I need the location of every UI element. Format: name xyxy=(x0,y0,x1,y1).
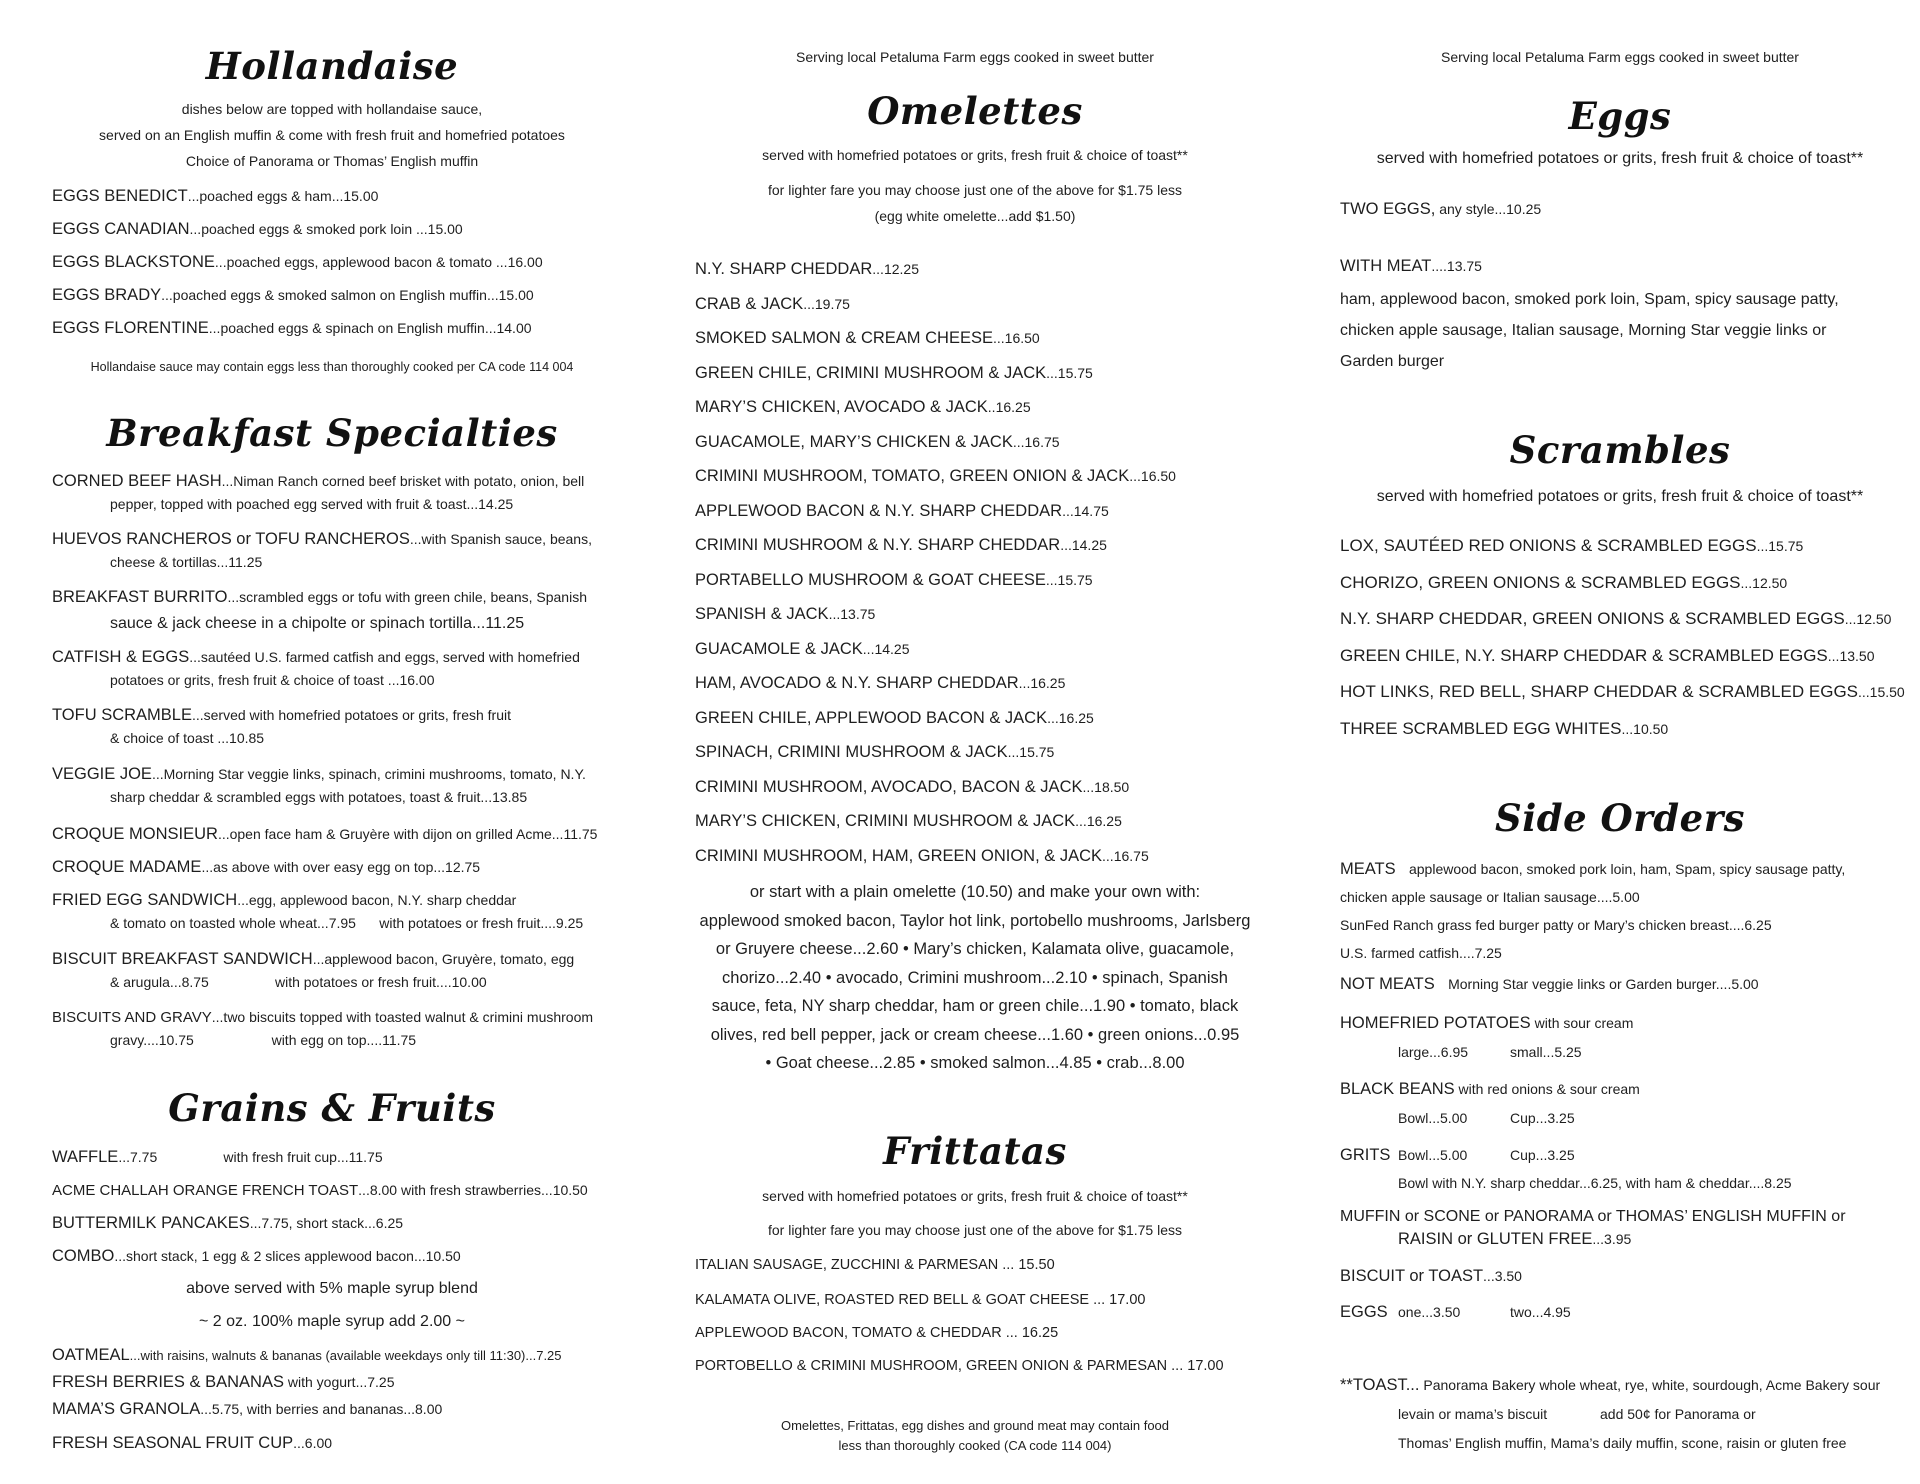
item-desc: ...short stack, 1 egg & 2 slices applewood bacon...10.50 xyxy=(114,1248,461,1264)
item-desc: ...16.75 xyxy=(1102,847,1149,864)
menu-item xyxy=(52,1432,332,1455)
item-desc: ...12.50 xyxy=(1844,611,1892,627)
menu-item xyxy=(52,1146,383,1169)
item-name: MAMA’S GRANOLA xyxy=(52,1400,201,1418)
item-name: EGGS xyxy=(1340,1303,1388,1321)
scrambles-note: served with homefried potatoes or grits, fresh fruit & choice of toast** xyxy=(1376,488,1864,505)
item-desc: ...applewood bacon, Gruyère, tomato, egg xyxy=(312,951,575,967)
frittata-item: KALAMATA OLIVE, ROASTED RED BELL & GOAT CHEESE ... 17.00 xyxy=(695,1292,1146,1308)
menu-item xyxy=(1340,198,1541,221)
item-desc: ...egg, applewood bacon, N.Y. sharp cheddar xyxy=(237,892,517,908)
scramble-item xyxy=(1340,645,1874,668)
item-desc: ...served with homefried potatoes or grits, fresh fruit xyxy=(191,707,511,723)
menu-item xyxy=(52,185,378,208)
omelette-item xyxy=(695,810,1122,833)
menu-item xyxy=(52,948,574,993)
omelette-item xyxy=(695,258,919,281)
menu-item xyxy=(52,470,584,515)
side-catfish: U.S. farmed catfish....7.25 xyxy=(1340,945,1502,961)
eggs-note: served with homefried potatoes or grits, fresh fruit & choice of toast** xyxy=(1376,150,1864,167)
item-name: THREE SCRAMBLED EGG WHITES xyxy=(1340,718,1622,738)
item-desc: ...Morning Star veggie links, spinach, crimini mushrooms, tomato, N.Y. xyxy=(151,766,586,782)
item-name: GUACAMOLE, MARY’S CHICKEN & JACK xyxy=(695,432,1013,451)
item-name: TOFU SCRAMBLE xyxy=(52,706,192,724)
item-name: GRITS xyxy=(1340,1146,1391,1164)
item-name: MARY’S CHICKEN, CRIMINI MUSHROOM & JACK xyxy=(695,812,1076,830)
item-name: EGGS BENEDICT xyxy=(52,187,188,205)
item-desc: applewood bacon, smoked pork loin, ham, Spam, spicy sausage patty, xyxy=(1408,861,1846,877)
menu-item xyxy=(52,1398,442,1421)
frittata-item: APPLEWOOD BACON, TOMATO & CHEDDAR ... 16.25 xyxy=(695,1325,1059,1341)
item-desc: ...scrambled eggs or tofu with green chile, beans, Spanish xyxy=(227,589,587,605)
item-name: FRESH BERRIES & BANANAS xyxy=(52,1373,284,1391)
hollandaise-note: dishes below are topped with hollandaise sauce, xyxy=(181,101,483,117)
omelette-item xyxy=(695,431,1060,454)
item-name: N.Y. SHARP CHEDDAR, GREEN ONIONS & SCRAMBLED EGGS xyxy=(1340,609,1845,628)
omelette-item xyxy=(695,569,1093,592)
item-name: PORTABELLO MUSHROOM & GOAT CHEESE xyxy=(695,570,1046,589)
item-desc: any style...10.25 xyxy=(1435,201,1542,217)
side-not-meats xyxy=(1340,973,1759,996)
item-desc: with yogurt...7.25 xyxy=(283,1374,395,1390)
item-desc: ...18.50 xyxy=(1082,778,1130,795)
item-desc: ....13.75 xyxy=(1431,258,1482,274)
side-meats xyxy=(1340,858,1845,881)
item-desc: ...16.25 xyxy=(1075,813,1122,829)
menu-item xyxy=(52,1245,461,1268)
menu-item xyxy=(52,218,463,241)
side-potatoes xyxy=(1340,1012,1633,1035)
item-name: VEGGIE JOE xyxy=(52,765,152,783)
menu-item xyxy=(52,1006,593,1051)
section-title-scrambles: Scrambles xyxy=(1509,428,1731,472)
item-name: RAISIN or GLUTEN FREE xyxy=(1398,1230,1593,1248)
omelettes-note: for lighter fare you may choose just one of the above for $1.75 less xyxy=(767,182,1183,198)
item-desc: ...15.75 xyxy=(1046,364,1093,381)
item-name: EGGS BLACKSTONE xyxy=(52,253,215,271)
item-desc: ...13.75 xyxy=(828,606,876,622)
item-name: BISCUIT BREAKFAST SANDWICH xyxy=(52,950,313,968)
item-desc: with red onions & sour cream xyxy=(1454,1081,1640,1097)
item-name: SMOKED SALMON & CREAM CHEESE xyxy=(695,329,993,347)
item-desc: Panorama Bakery whole wheat, rye, white, sourdough, Acme Bakery sour xyxy=(1419,1377,1881,1393)
section-title-eggs: Eggs xyxy=(1568,94,1672,138)
item-desc: ...as above with over easy egg on top...12.75 xyxy=(201,859,481,875)
menu-item xyxy=(52,763,586,808)
menu-item xyxy=(52,284,534,307)
eggs-size: one...3.50 xyxy=(1398,1304,1461,1320)
side-muffin: MUFFIN or SCONE or PANORAMA or THOMAS’ ENGLISH MUFFIN or xyxy=(1340,1208,1846,1225)
menu-item xyxy=(52,889,583,934)
meat-line: chicken apple sausage, Italian sausage, Morning Star veggie links or xyxy=(1340,322,1827,339)
item-desc: ...12.50 xyxy=(1740,574,1788,591)
frittatas-footnote: less than thoroughly cooked (CA code 114 004) xyxy=(838,1438,1112,1453)
build-line: olives, red bell pepper, jack or cream cheese...1.60 • green onions...0.95 xyxy=(710,1025,1240,1044)
item-desc-continued: & arugula...8.75 with potatoes or fresh fruit....10.00 xyxy=(110,974,487,990)
item-name: TWO EGGS, xyxy=(1340,200,1436,218)
omelettes-note: served with homefried potatoes or grits, fresh fruit & choice of toast** xyxy=(762,147,1188,163)
item-desc: ...7.75 with fresh fruit cup...11.75 xyxy=(118,1149,383,1165)
item-desc-continued: potatoes or grits, fresh fruit & choice of toast ...16.00 xyxy=(110,672,435,688)
omelette-item xyxy=(695,465,1176,488)
side-eggs xyxy=(1340,1301,1388,1324)
section-title-grains: Grains & Fruits xyxy=(168,1086,496,1130)
item-name: CRIMINI MUSHROOM, AVOCADO, BACON & JACK xyxy=(695,777,1083,796)
section-title-hollandaise: Hollandaise xyxy=(205,44,459,88)
item-name: WITH MEAT xyxy=(1340,257,1432,275)
item-name: HOT LINKS, RED BELL, SHARP CHEDDAR & SCRAMBLED EGGS xyxy=(1340,682,1859,701)
item-name: HUEVOS RANCHEROS or TOFU RANCHEROS xyxy=(52,530,410,548)
item-desc: ...16.25 xyxy=(1018,675,1066,691)
item-desc: ...15.75 xyxy=(1756,538,1804,554)
hollandaise-note: served on an English muffin & come with fresh fruit and homefried potatoes xyxy=(99,127,565,143)
item-desc: ...10.50 xyxy=(1621,720,1669,737)
side-meats-2: chicken apple sausage or Italian sausage....5.00 xyxy=(1340,889,1640,905)
build-line: or start with a plain omelette (10.50) and make your own with: xyxy=(749,883,1201,901)
toast-note-3: Thomas’ English muffin, Mama’s daily muffin, scone, raisin or gluten free xyxy=(1398,1435,1847,1451)
build-line: sauce, feta, NY sharp cheddar, ham or green chile...1.90 • tomato, black xyxy=(711,997,1239,1015)
eggs-size: two...4.95 xyxy=(1510,1304,1571,1320)
item-desc-continued: sauce & jack cheese in a chipolte or spinach tortilla...11.25 xyxy=(110,615,525,632)
item-name: WAFFLE xyxy=(52,1148,119,1166)
item-name: N.Y. SHARP CHEDDAR xyxy=(695,260,873,278)
menu-item xyxy=(52,856,480,879)
menu-item xyxy=(52,528,592,573)
item-desc-continued: gravy....10.75 with egg on top....11.75 xyxy=(110,1032,417,1048)
item-desc: ...15.50 xyxy=(1858,684,1905,700)
omelette-item xyxy=(695,638,910,661)
item-name: SPANISH & JACK xyxy=(695,605,829,623)
section-title-omelettes: Omelettes xyxy=(867,89,1083,133)
build-line: applewood smoked bacon, Taylor hot link, portobello mushrooms, Jarlsberg xyxy=(699,911,1251,930)
item-desc: ...14.25 xyxy=(862,640,910,657)
side-burger: SunFed Ranch grass fed burger patty or Mary’s chicken breast....6.25 xyxy=(1340,917,1772,933)
build-your-own xyxy=(695,878,1255,1078)
item-desc: ...16.75 xyxy=(1012,433,1060,450)
scramble-item xyxy=(1340,681,1905,704)
maple-note: above served with 5% maple syrup blend xyxy=(186,1280,478,1297)
column-header: Serving local Petaluma Farm eggs cooked in sweet butter xyxy=(796,49,1154,65)
menu-item xyxy=(52,1212,403,1235)
item-name: FRESH SEASONAL FRUIT CUP xyxy=(52,1434,294,1452)
item-desc: ...15.75 xyxy=(1007,744,1055,760)
item-desc: ...poached eggs & smoked salmon on English muffin...15.00 xyxy=(161,287,534,303)
item-name: LOX, SAUTÉED RED ONIONS & SCRAMBLED EGGS xyxy=(1340,536,1757,555)
item-name: ACME CHALLAH ORANGE FRENCH TOAST xyxy=(52,1182,359,1199)
item-desc: ...6.00 xyxy=(293,1435,333,1451)
potatoes-size: small...5.25 xyxy=(1510,1044,1582,1060)
item-desc: ...3.50 xyxy=(1483,1268,1522,1284)
item-name: OATMEAL xyxy=(52,1346,130,1364)
item-desc: ...19.75 xyxy=(803,295,850,312)
frittatas-note: served with homefried potatoes or grits, fresh fruit & choice of toast** xyxy=(762,1188,1188,1204)
item-name: BISCUIT or TOAST xyxy=(1340,1267,1484,1285)
item-desc: with sour cream xyxy=(1530,1015,1634,1031)
item-desc: ...12.25 xyxy=(872,261,919,277)
item-desc: ...with raisins, walnuts & bananas (available weekdays only till 11:30)...7.25 xyxy=(129,1348,562,1363)
item-desc-continued: sharp cheddar & scrambled eggs with potatoes, toast & fruit...13.85 xyxy=(110,789,528,805)
menu-item xyxy=(52,1344,562,1367)
hollandaise-footnote: Hollandaise sauce may contain eggs less than thoroughly cooked per CA code 114 004 xyxy=(90,360,574,374)
item-desc: ...14.75 xyxy=(1062,502,1109,519)
item-desc: ...14.25 xyxy=(1060,537,1107,553)
maple-note: ~ 2 oz. 100% maple syrup add 2.00 ~ xyxy=(199,1313,465,1330)
menu-item xyxy=(52,251,543,274)
item-desc: ...7.75, short stack...6.25 xyxy=(249,1215,404,1231)
beans-size: Bowl...5.00 xyxy=(1398,1110,1468,1126)
omelette-item xyxy=(695,603,875,626)
item-name: GREEN CHILE, N.Y. SHARP CHEDDAR & SCRAMBLED EGGS xyxy=(1340,645,1828,665)
item-name: HAM, AVOCADO & N.Y. SHARP CHEDDAR xyxy=(695,674,1019,692)
item-name: MEATS xyxy=(1340,860,1396,878)
item-desc-continued: & tomato on toasted whole wheat...7.95 with potatoes or fresh fruit....9.25 xyxy=(110,915,584,931)
menu-item xyxy=(1340,255,1482,278)
meat-line: ham, applewood bacon, smoked pork loin, Spam, spicy sausage patty, xyxy=(1340,291,1839,308)
grits-extra: Bowl with N.Y. sharp cheddar...6.25, with ham & cheddar....8.25 xyxy=(1398,1175,1792,1191)
omelette-item xyxy=(695,293,850,316)
scramble-item xyxy=(1340,572,1787,595)
frittatas-footnote: Omelettes, Frittatas, egg dishes and ground meat may contain food xyxy=(780,1418,1170,1433)
item-desc: ...two biscuits topped with toasted walnut & crimini mushroom xyxy=(211,1009,594,1025)
menu-item xyxy=(52,704,511,749)
omelette-item xyxy=(695,534,1107,557)
item-desc: ...16.50 xyxy=(1129,468,1176,484)
item-desc-continued: cheese & tortillas...11.25 xyxy=(110,554,263,570)
menu-item xyxy=(52,1371,395,1394)
item-name: BUTTERMILK PANCAKES xyxy=(52,1214,250,1232)
scramble-item xyxy=(1340,608,1891,631)
toast-note-2: levain or mama’s biscuit xyxy=(1398,1406,1548,1422)
item-desc: ...5.75, with berries and bananas...8.00 xyxy=(200,1401,443,1417)
side-muffin-2 xyxy=(1398,1228,1631,1251)
hollandaise-note: Choice of Panorama or Thomas’ English muffin xyxy=(185,153,479,169)
item-name: CROQUE MADAME xyxy=(52,858,202,876)
item-name: BISCUITS AND GRAVY xyxy=(52,1009,212,1026)
frittata-item: PORTOBELLO & CRIMINI MUSHROOM, GREEN ONION & PARMESAN ... 17.00 xyxy=(695,1358,1224,1374)
item-desc: ...13.50 xyxy=(1827,647,1875,664)
potatoes-size: large...6.95 xyxy=(1398,1044,1469,1060)
item-name: CRIMINI MUSHROOM, TOMATO, GREEN ONION & JACK xyxy=(695,467,1130,485)
side-beans xyxy=(1340,1078,1640,1101)
item-name: EGGS FLORENTINE xyxy=(52,319,209,337)
item-name: CATFISH & EGGS xyxy=(52,648,190,666)
omelette-item xyxy=(695,741,1054,764)
item-name: COMBO xyxy=(52,1247,115,1265)
build-line: or Gruyere cheese...2.60 • Mary’s chicken, Kalamata olive, guacamole, xyxy=(715,940,1235,958)
item-name: APPLEWOOD BACON & N.Y. SHARP CHEDDAR xyxy=(695,501,1063,520)
menu-item xyxy=(52,646,580,691)
item-name: GREEN CHILE, CRIMINI MUSHROOM & JACK xyxy=(695,363,1047,382)
item-desc: ...3.95 xyxy=(1592,1231,1632,1247)
item-desc: ...16.25 xyxy=(1047,709,1094,726)
build-line: • Goat cheese...2.85 • smoked salmon...4.85 • crab...8.00 xyxy=(765,1054,1185,1072)
grits-size: Cup...3.25 xyxy=(1510,1147,1575,1163)
item-desc: ...16.50 xyxy=(992,330,1040,346)
item-name: BLACK BEANS xyxy=(1340,1080,1455,1098)
item-name: EGGS CANADIAN xyxy=(52,220,190,238)
item-desc: ...poached eggs & ham...15.00 xyxy=(187,188,379,204)
section-title-specialties: Breakfast Specialties xyxy=(106,411,558,455)
item-desc: ...poached eggs & smoked pork loin ...15.00 xyxy=(189,221,463,237)
omelettes-note: (egg white omelette...add $1.50) xyxy=(874,208,1076,224)
item-desc-continued: & choice of toast ...10.85 xyxy=(110,730,265,746)
meat-line: Garden burger xyxy=(1340,353,1445,370)
omelette-item xyxy=(695,776,1129,799)
beans-size: Cup...3.25 xyxy=(1510,1110,1575,1126)
item-name: NOT MEATS xyxy=(1340,975,1435,993)
omelette-item xyxy=(695,500,1109,523)
omelette-item xyxy=(695,845,1149,868)
item-name: GREEN CHILE, APPLEWOOD BACON & JACK xyxy=(695,708,1048,727)
item-desc: ...poached eggs, applewood bacon & tomato ...16.00 xyxy=(214,254,543,270)
menu-item xyxy=(52,823,597,846)
item-desc: ...open face ham & Gruyère with dijon on grilled Acme...11.75 xyxy=(217,826,598,842)
omelette-item xyxy=(695,707,1094,730)
item-name: CHORIZO, GREEN ONIONS & SCRAMBLED EGGS xyxy=(1340,572,1741,592)
item-name: CRIMINI MUSHROOM, HAM, GREEN ONION, & JACK xyxy=(695,846,1103,865)
item-name: CRAB & JACK xyxy=(695,294,804,313)
meat-choices xyxy=(1340,284,1839,377)
item-desc: ...sautéed U.S. farmed catfish and eggs, served with homefried xyxy=(189,649,580,665)
toast-note-2b: add 50¢ for Panorama or xyxy=(1600,1406,1756,1422)
item-name: GUACAMOLE & JACK xyxy=(695,639,863,658)
item-desc: ...poached eggs & spinach on English muffin...14.00 xyxy=(208,320,532,336)
scramble-item xyxy=(1340,535,1803,558)
item-desc: ...8.00 with fresh strawberries...10.50 xyxy=(358,1182,588,1198)
item-desc: Morning Star veggie links or Garden burger....5.00 xyxy=(1448,976,1759,992)
item-name: HOMEFRIED POTATOES xyxy=(1340,1014,1531,1032)
item-name: CORNED BEEF HASH xyxy=(52,472,222,490)
scramble-item xyxy=(1340,718,1668,741)
toast-note xyxy=(1340,1374,1880,1397)
item-name: CRIMINI MUSHROOM & N.Y. SHARP CHEDDAR xyxy=(695,536,1061,554)
omelette-item xyxy=(695,327,1040,350)
section-title-frittatas: Frittatas xyxy=(883,1129,1067,1173)
item-desc-continued: pepper, topped with poached egg served with fruit & toast...14.25 xyxy=(110,496,514,512)
frittatas-note: for lighter fare you may choose just one of the above for $1.75 less xyxy=(767,1222,1183,1238)
item-name: **TOAST... xyxy=(1340,1376,1420,1394)
item-name: FRIED EGG SANDWICH xyxy=(52,891,238,909)
item-desc: ...15.75 xyxy=(1045,571,1093,588)
item-desc: ...Niman Ranch corned beef brisket with potato, onion, bell xyxy=(221,473,585,489)
item-name: EGGS BRADY xyxy=(52,286,162,304)
menu-item xyxy=(52,586,587,635)
side-grits xyxy=(1340,1144,1390,1167)
item-name: SPINACH, CRIMINI MUSHROOM & JACK xyxy=(695,743,1008,761)
section-title-side-orders: Side Orders xyxy=(1494,796,1746,840)
omelette-item xyxy=(695,672,1065,695)
item-desc: ..16.25 xyxy=(987,399,1031,415)
menu-item xyxy=(52,1179,588,1202)
item-desc: ...with Spanish sauce, beans, xyxy=(409,531,592,547)
omelette-item xyxy=(695,396,1031,419)
item-name: BREAKFAST BURRITO xyxy=(52,588,228,606)
frittata-item: ITALIAN SAUSAGE, ZUCCHINI & PARMESAN ... 15.50 xyxy=(695,1257,1055,1273)
item-name: CROQUE MONSIEUR xyxy=(52,825,218,843)
item-name: MARY’S CHICKEN, AVOCADO & JACK xyxy=(695,398,988,416)
build-line: chorizo...2.40 • avocado, Crimini mushroom...2.10 • spinach, Spanish xyxy=(722,968,1228,987)
column-header: Serving local Petaluma Farm eggs cooked in sweet butter xyxy=(1441,49,1799,65)
menu-item xyxy=(52,317,532,340)
grits-size: Bowl...5.00 xyxy=(1398,1147,1468,1163)
omelette-item xyxy=(695,362,1093,385)
side-biscuit xyxy=(1340,1265,1522,1288)
